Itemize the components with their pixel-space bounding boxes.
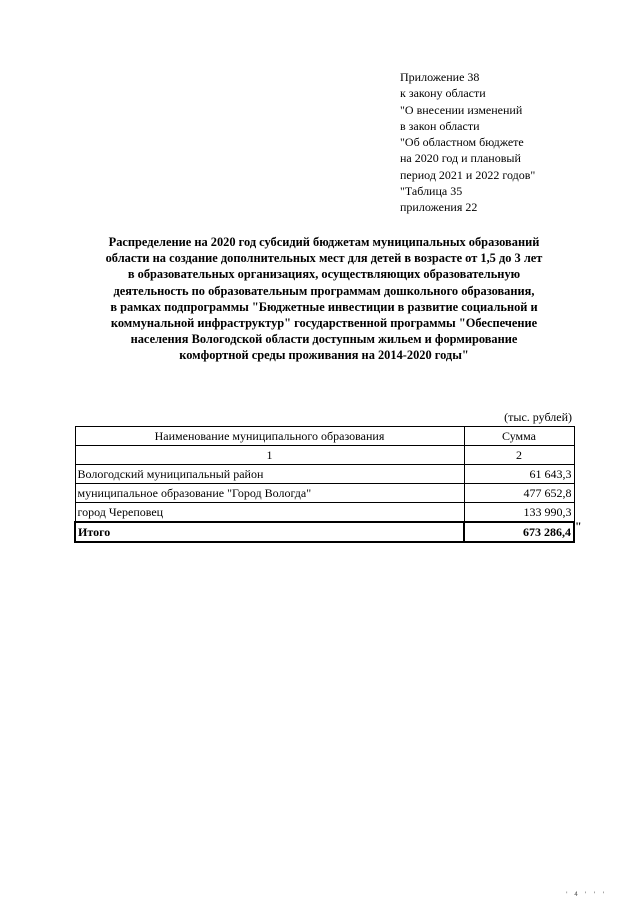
appendix-line: приложения 22 [400, 200, 478, 215]
closing-quote: " [575, 519, 582, 533]
total-amount: 673 286,4 [464, 522, 574, 542]
column-number: 2 [464, 446, 574, 465]
total-row [75, 522, 574, 542]
row-amount: 61 643,3 [464, 465, 574, 484]
title-line: коммунальной инфраструктур" государственной программы "Обеспечение [110, 316, 538, 331]
row-name: Вологодский муниципальный район [75, 465, 464, 484]
appendix-line: "О внесении изменений [400, 102, 523, 117]
row-name: муниципальное образование "Город Вологда" [75, 484, 464, 503]
title-line: в образовательных организациях, осуществляющих образовательную [127, 267, 521, 282]
title-line: области на создание дополнительных мест для детей в возрасте от 1,5 до 3 лет [105, 251, 543, 266]
appendix-line: в закон области [400, 118, 480, 133]
units-label: (тыс. рублей) [504, 410, 572, 424]
table-row [75, 465, 574, 484]
column-number-row [75, 446, 574, 465]
row-amount: 477 652,8 [464, 484, 574, 503]
table-row [75, 484, 574, 503]
appendix-line: "Об областном бюджете [400, 135, 524, 150]
table-header-row [75, 427, 574, 446]
distribution-table [74, 426, 575, 543]
appendix-reference [400, 69, 600, 216]
header-amount: Сумма [464, 427, 574, 446]
total-name: Итого [75, 522, 464, 542]
row-amount: 133 990,3 [464, 503, 574, 523]
row-name: город Череповец [75, 503, 464, 523]
title-line: деятельность по образовательным программам дошкольного образования, [113, 283, 535, 298]
column-number: 1 [75, 446, 464, 465]
appendix-line: к закону области [400, 86, 486, 101]
title-line: в рамках подпрограммы "Бюджетные инвестиции в развитие социальной и [110, 299, 538, 314]
document-title [60, 234, 588, 364]
title-line: населения Вологодской области доступным жильем и формирование [130, 332, 518, 347]
header-name: Наименование муниципального образования [75, 427, 464, 446]
title-line: Распределение на 2020 год субсидий бюджетам муниципальных образований [108, 235, 540, 249]
appendix-line: Приложение 38 [400, 70, 480, 84]
table-row [75, 503, 574, 523]
appendix-line: "Таблица 35 [400, 184, 463, 199]
title-line: комфортной среды проживания на 2014-2020 годы" [179, 348, 469, 363]
appendix-line: на 2020 год и плановый [400, 151, 521, 166]
page-footer-mark: ' 4 ' ' ' [565, 891, 607, 898]
appendix-line: период 2021 и 2022 годов" [400, 167, 536, 182]
